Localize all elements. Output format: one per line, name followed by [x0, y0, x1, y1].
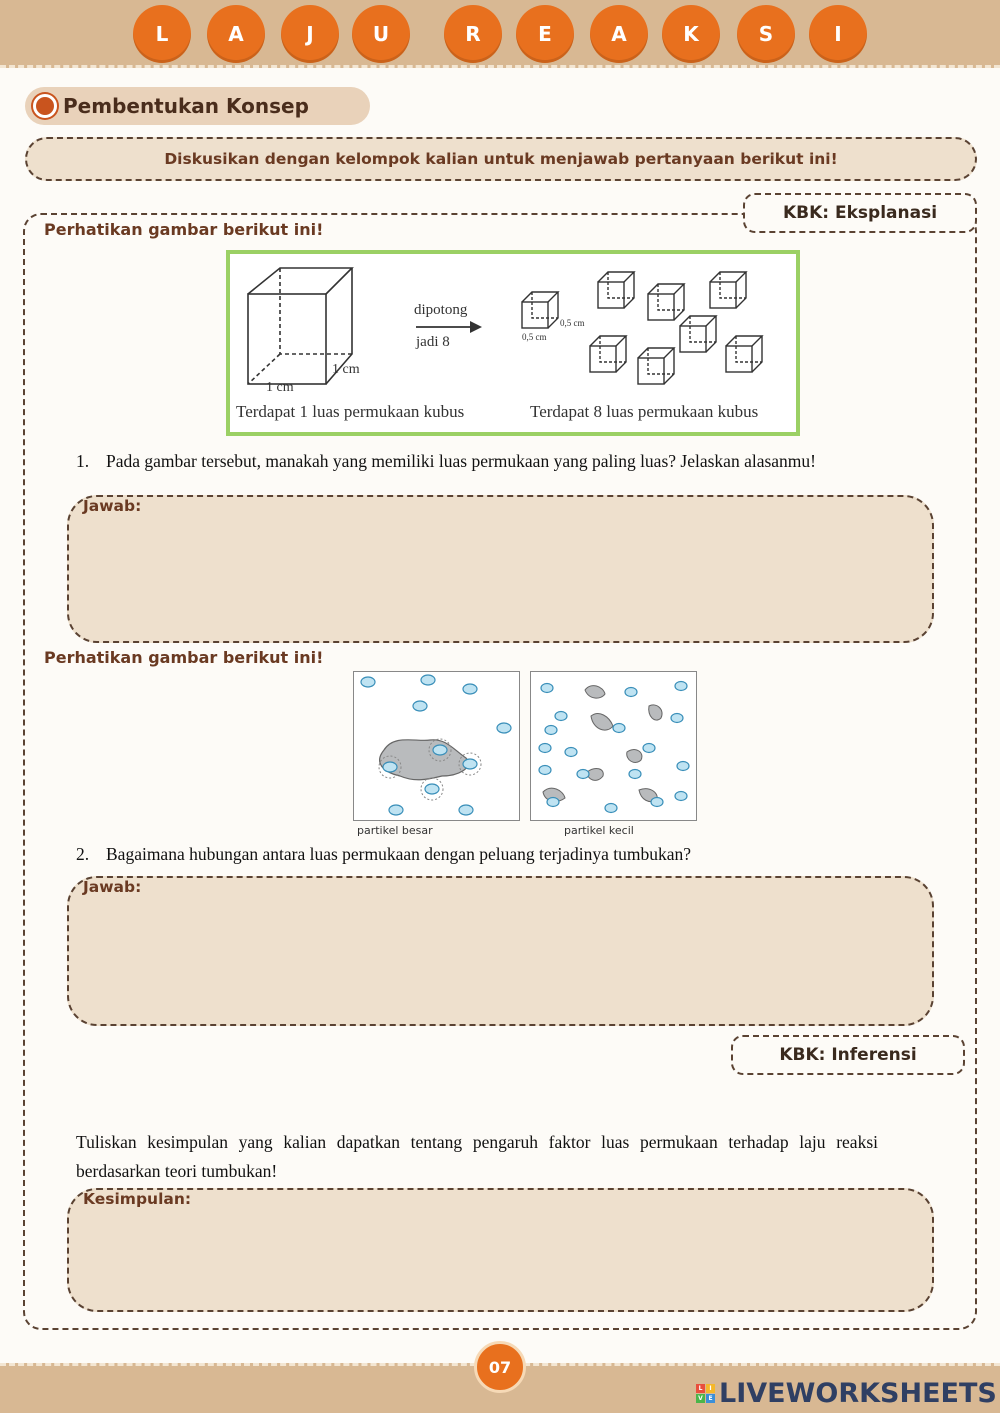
title-letter: L — [133, 5, 191, 63]
logo-letter: V — [696, 1394, 705, 1403]
conclusion-prompt: Tuliskan kesimpulan yang kalian dapatkan tentang pengaruh faktor luas permukaan terhadap laju reaksi berdasarkan teori tumbukan! — [76, 1132, 878, 1181]
liveworksheets-brand — [696, 1378, 997, 1409]
logo-letter: E — [706, 1394, 715, 1403]
question-2-number: 2. — [76, 844, 90, 864]
instruction-banner: Diskusikan dengan kelompok kalian untuk menjawab pertanyaan berikut ini! — [25, 137, 977, 181]
kbk-eksplanasi-tab: KBK: Eksplanasi — [743, 193, 977, 233]
answer-label-1: Jawab: — [83, 497, 142, 515]
arrow-label-line2: jadi 8 — [416, 334, 450, 350]
title-letter: S — [737, 5, 795, 63]
section-title: Pembentukan Konsep — [63, 94, 309, 118]
title-letter: A — [207, 5, 265, 63]
title-letter: J — [281, 5, 339, 63]
question-1-text: Pada gambar tersebut, manakah yang memiliki luas permukaan yang paling luas? Jelaskan alasanmu! — [106, 451, 816, 471]
title-letter: I — [809, 5, 867, 63]
logo-letter: L — [696, 1384, 705, 1393]
title-letter: U — [352, 5, 410, 63]
arrow-label-line1: dipotong — [414, 302, 468, 318]
label-05cm-side: 0,5 cm — [560, 318, 585, 328]
caption-right: Terdapat 8 luas permukaan kubus — [530, 402, 759, 421]
particle-small-diagram — [531, 672, 695, 819]
answer-box-2[interactable] — [67, 876, 934, 1026]
page-number: 07 — [474, 1341, 526, 1393]
logo-letter: I — [706, 1384, 715, 1393]
particle-large-image — [353, 671, 520, 821]
subhead-2: Perhatikan gambar berikut ini! — [44, 648, 324, 667]
cube-figure — [226, 250, 800, 436]
question-2-text: Bagaimana hubungan antara luas permukaan dengan peluang terjadinya tumbukan? — [106, 844, 692, 864]
liveworksheets-text: LIVEWORKSHEETS — [719, 1378, 997, 1409]
section-bullet-icon — [33, 94, 57, 118]
title-letter: R — [444, 5, 502, 63]
particle-small-image — [530, 671, 697, 821]
particle-large-diagram — [354, 672, 518, 819]
label-1cm-bottom: 1 cm — [266, 380, 294, 395]
kbk-inferensi-tab: KBK: Inferensi — [731, 1035, 965, 1075]
answer-label-2: Jawab: — [83, 878, 142, 896]
particle-small-caption: partikel kecil — [564, 824, 634, 837]
section-tab — [25, 87, 370, 125]
answer-box-1[interactable] — [67, 495, 934, 643]
subhead-1: Perhatikan gambar berikut ini! — [44, 220, 324, 239]
title-letter: E — [516, 5, 574, 63]
label-1cm-side: 1 cm — [332, 362, 360, 377]
question-1-number: 1. — [76, 451, 90, 471]
label-05cm-bottom: 0,5 cm — [522, 332, 547, 342]
conclusion-box[interactable] — [67, 1188, 934, 1312]
title-letter: A — [590, 5, 648, 63]
particle-large-caption: partikel besar — [357, 824, 433, 837]
liveworksheets-logo-icon — [696, 1384, 715, 1403]
caption-left: Terdapat 1 luas permukaan kubus — [236, 402, 465, 421]
conclusion-label: Kesimpulan: — [83, 1190, 192, 1208]
title-letter: K — [662, 5, 720, 63]
